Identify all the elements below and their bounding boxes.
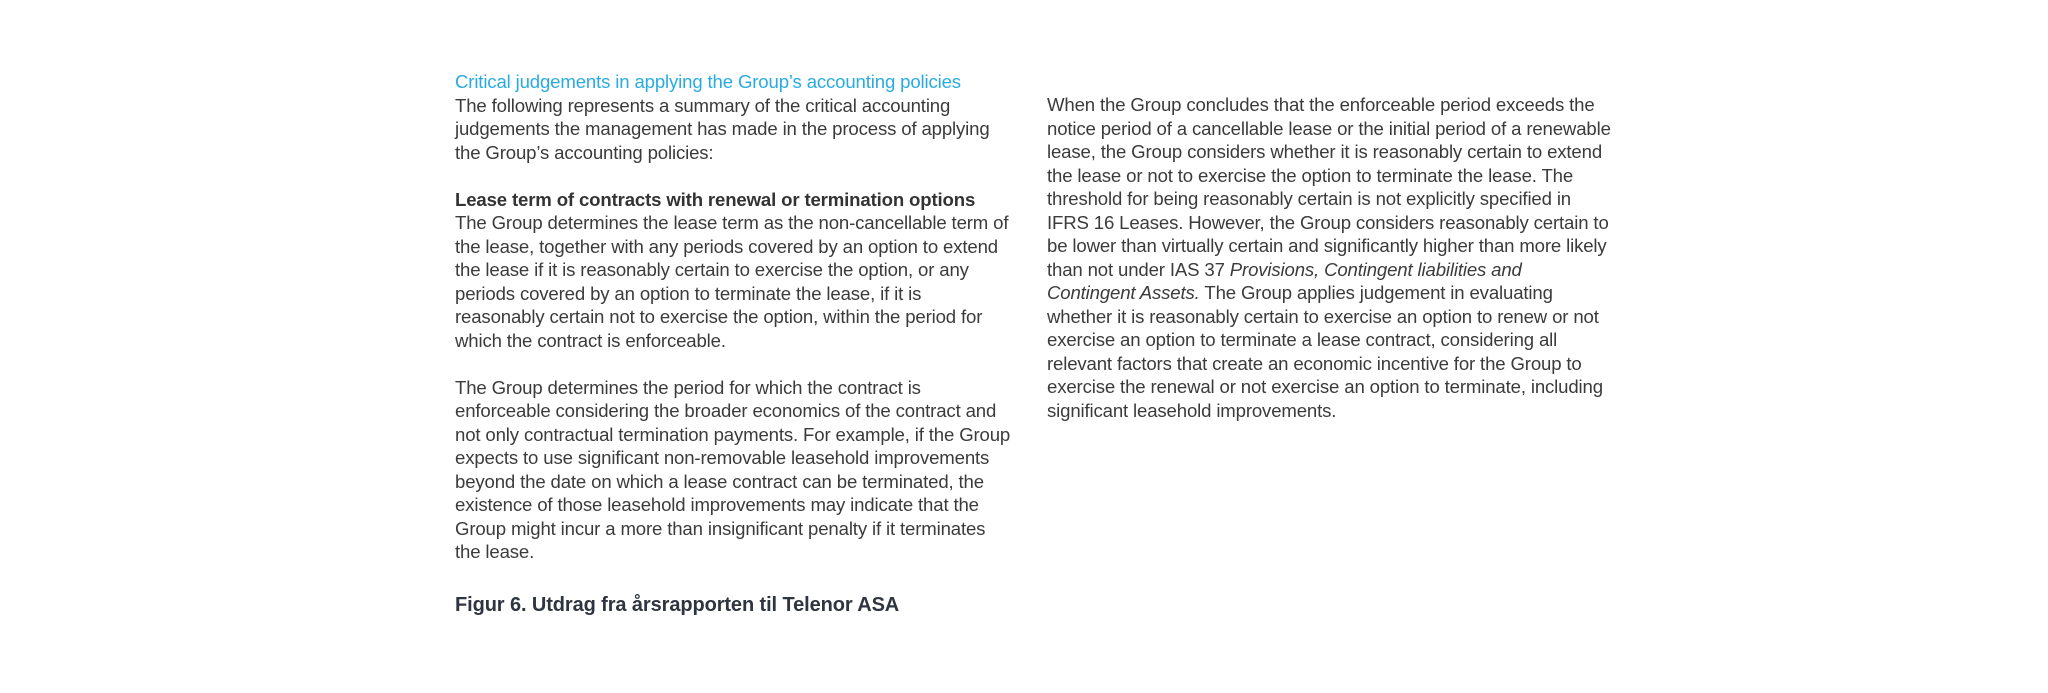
lease-term-subheading: Lease term of contracts with renewal or termination options	[455, 188, 976, 210]
paragraph-lease-term: The Group determines the lease term as the non-cancellable term of the lease, together with any periods covered by an option to extend the lease if it is reasonably certain to exercise the option, or any periods covered by an option to terminate the lease, if it is reasonably certain not to exercise the option, within the period for which the contract is enforceable.	[455, 212, 1009, 351]
figure-caption: Figur 6. Utdrag fra årsrapporten til Telenor ASA	[455, 594, 900, 616]
paragraph-reasonably-certain	[1047, 93, 1615, 422]
right-paragraph-text-before-italic: When the Group concludes that the enforceable period exceeds the notice period of a cancellable lease or the initial period of a renewable lease, the Group considers whether it is reasonably certain to extend the lease or not to exercise the option to terminate the lease. The threshold for being reasonably certain is not explicitly specified in IFRS 16 Leases. However, the Group considers reasonably certain to be lower than virtually certain and significantly higher than more likely than not under IAS 37	[1047, 94, 1611, 280]
paragraph-enforceable-period: The Group determines the period for which the contract is enforceable considering the broader economics of the contract and not only contractual termination payments. For example, if the Group expects to use significant non-removable leasehold improvements beyond the date on which a lease contract can be terminated, the existence of those leasehold improvements may indicate that the Group might incur a more than insignificant penalty if it terminates the lease.	[455, 376, 1011, 562]
left-column	[455, 70, 1011, 564]
right-column	[1047, 93, 1615, 422]
section-heading: Critical judgements in applying the Group’s accounting policies	[455, 71, 961, 92]
intro-paragraph: The following represents a summary of the critical accounting judgements the management has made in the process of applying the Group’s accounting policies:	[455, 94, 990, 163]
right-paragraph-text-after-italic: The Group applies judgement in evaluating whether it is reasonably certain to exercise an option to renew or not exercise an option to terminate a lease contract, considering all relevant factors that create an economic incentive for the Group to exercise the renewal or not exercise an option to terminate, including significant leasehold improvements.	[1047, 282, 1603, 421]
ias-37-standard-title-italic: Provisions, Contingent liabilities and Contingent Assets.	[1047, 258, 1522, 303]
